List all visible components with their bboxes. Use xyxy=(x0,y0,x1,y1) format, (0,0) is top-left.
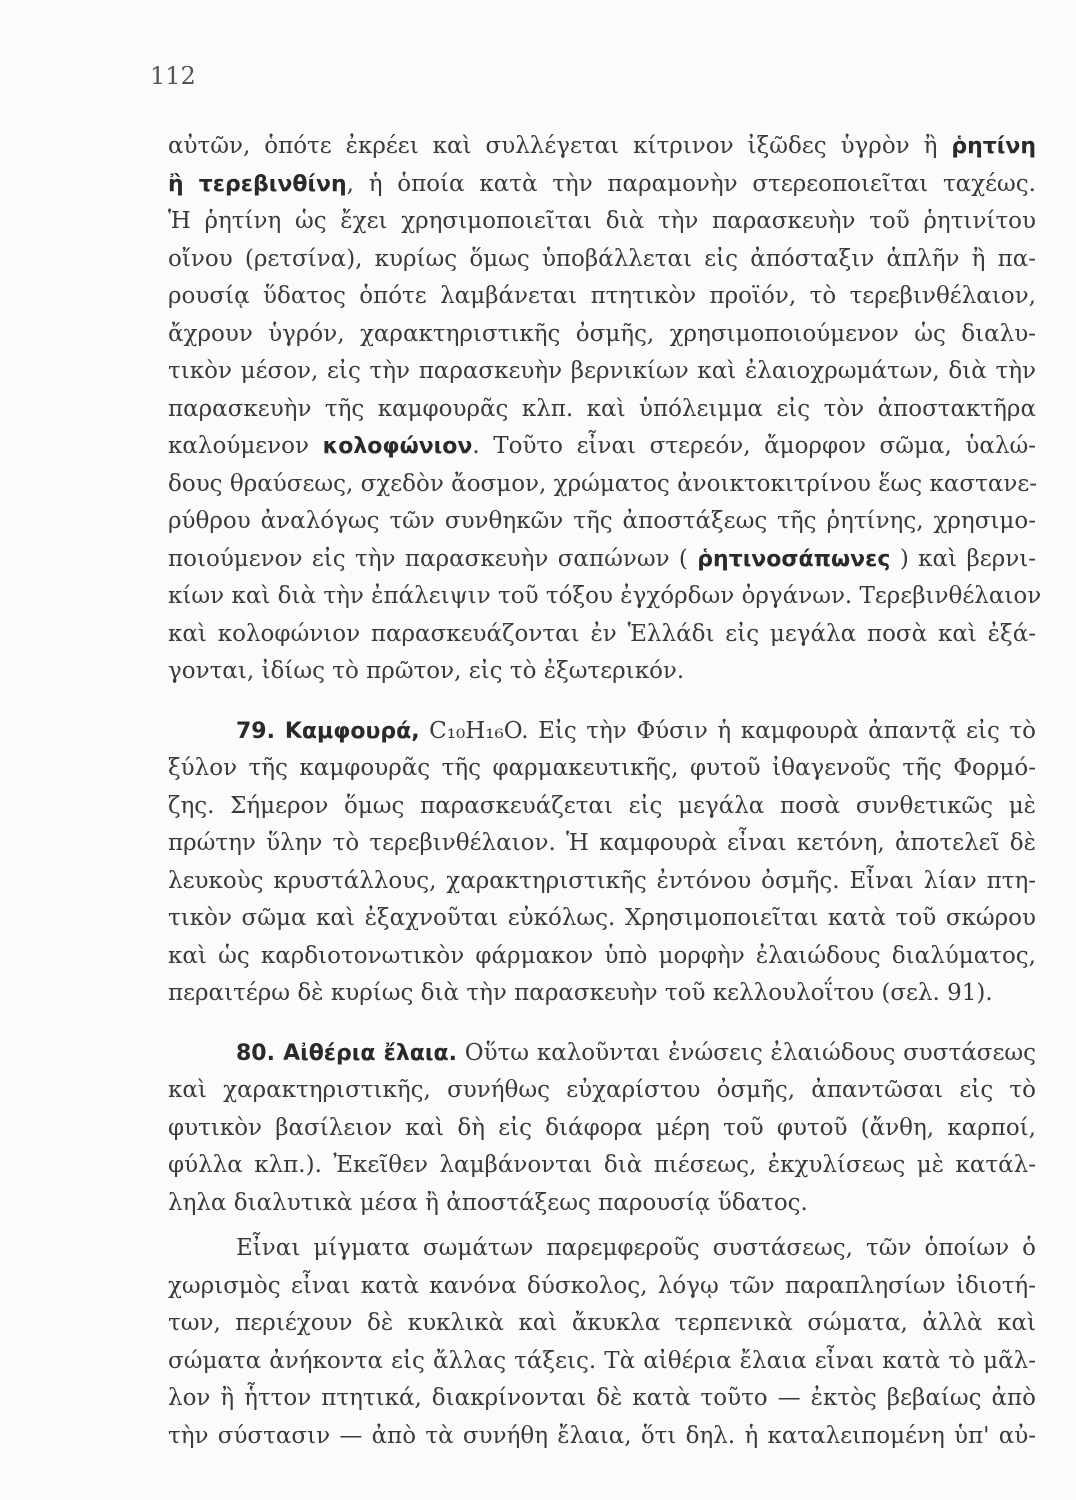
section-80-essential-oils xyxy=(168,1035,1036,1223)
text-line: καὶ χαρακτηριστικῆς, συνήθως εὐχαρίστου ὀσμῆς, ἀπαντῶσαι εἰς τὸ xyxy=(168,1077,1036,1103)
term-rhetine: ῥητίνη xyxy=(951,134,1036,159)
text-line: λον ἢ ἧττον πτητικά, διακρίνονται δὲ κατὰ τοῦτο — ἐκτὸς βεβαίως ἀπὸ xyxy=(168,1385,1036,1411)
text-line: Ἡ ῥητίνη ὡς ἔχει χρησιμοποιεῖται διὰ τὴν παρασκευὴν τοῦ ῥητινίτου xyxy=(168,208,1036,234)
text-line: ἢ τερεβινθίνη, ἡ ὁποία κατὰ τὴν παραμονὴν στερεοποιεῖται ταχέως. xyxy=(168,170,1036,197)
text-line: τὴν σύστασιν — ἀπὸ τὰ συνήθη ἔλαια, ὅτι δηλ. ἡ καταλειπομένη ὑπ' αὐ- xyxy=(168,1422,1036,1449)
text-line: ἄχρουν ὑγρόν, χαρακτηριστικῆς ὀσμῆς, χρησιμοποιούμενον ὡς διαλυ- xyxy=(168,320,1036,347)
paragraph-mixtures xyxy=(168,1230,1036,1455)
section-heading-line: 79. Καμφουρά, C₁₀H₁₆O. Εἰς τὴν Φύσιν ἡ καμφουρὰ ἀπαντᾷ εἰς τὸ xyxy=(236,717,1036,744)
text-line: αὐτῶν, ὁπότε ἐκρέει καὶ συλλέγεται κίτρινον ἰξῶδες ὑγρὸν ἢ ῥητίνη xyxy=(168,133,1036,159)
text-line: των, περιέχουν δὲ κυκλικὰ καὶ ἄκυκλα τερπενικὰ σώματα, ἀλλὰ καὶ xyxy=(168,1310,1036,1336)
text-line: ρύθρου ἀναλόγως τῶν συνθηκῶν τῆς ἀποστάξεως τῆς ῥητίνης, χρησιμο- xyxy=(168,508,1036,534)
text-line: καλούμενον κολοφώνιον. Τοῦτο εἶναι στερεόν, ἄμορφον σῶμα, ὑαλώ- xyxy=(168,433,1036,459)
text-line: παρασκευὴν τῆς καμφουρᾶς κλπ. καὶ ὑπόλειμμα εἰς τὸν ἀποστακτῆρα xyxy=(168,395,1036,422)
text-line: τικὸν μέσον, εἰς τὴν παρασκευὴν βερνικίων καὶ ἐλαιοχρωμάτων, διὰ τὴν xyxy=(168,358,1036,384)
text-line: ρουσίᾳ ὕδατος ὁπότε λαμβάνεται πτητικὸν προϊόν, τὸ τερεβινθέλαιον, xyxy=(168,283,1036,309)
text-line: καὶ κολοφώνιον παρασκευάζονται ἐν Ἑλλάδι εἰς μεγάλα ποσὰ καὶ ἐξά- xyxy=(168,620,1036,647)
text-line: χωρισμὸς εἶναι κατὰ κανόνα δύσκολος, λόγῳ τῶν παραπλησίων ἰδιοτή- xyxy=(168,1272,1036,1299)
text-line: τικὸν σῶμα καὶ ἐξαχνοῦται εὐκόλως. Χρησιμοποιεῖται κατὰ τοῦ σκώρου xyxy=(168,905,1036,931)
text-line: σώματα ἀνήκοντα εἰς ἄλλας τάξεις. Τὰ αἰθέρια ἔλαια εἶναι κατὰ τὸ μᾶλ- xyxy=(168,1347,1036,1374)
camphor-formula: C₁₀H₁₆O. xyxy=(429,717,529,744)
body-text xyxy=(168,128,1042,1455)
text-line: ξύλον τῆς καμφουρᾶς τῆς φαρμακευτικῆς, φυτοῦ ἰθαγενοῦς τῆς Φορμό- xyxy=(168,755,1036,781)
text-line: δους θραύσεως, σχεδὸν ἄοσμον, χρώματος ἀνοικτοκιτρίνου ἕως καστανε- xyxy=(168,470,1038,497)
text-line: λευκοὺς κρυστάλλους, χαρακτηριστικῆς ἐντόνου ὀσμῆς. Εἶναι λίαν πτη- xyxy=(168,867,1036,894)
term-kolofonion: κολοφώνιον xyxy=(322,434,473,459)
section-heading-line: 80. Αἰθέρια ἔλαια. Οὕτω καλοῦνται ἐνώσεις ἐλαιώδους συστάσεως xyxy=(236,1039,1036,1066)
text-line: Εἶναι μίγματα σωμάτων παρεμφεροῦς συστάσεως, τῶν ὁποίων ὁ xyxy=(236,1235,1036,1261)
term-terebinthine: ἢ τερεβινθίνη xyxy=(168,171,347,197)
text-line: περαιτέρω δὲ κυρίως διὰ τὴν παρασκευὴν τοῦ κελλουλοΐτου (σελ. 91). xyxy=(168,980,993,1006)
page-number: 112 xyxy=(150,62,196,90)
term-rhetinosapones: ῥητινοσάπωνες xyxy=(697,546,891,572)
text-line: κίων καὶ διὰ τὴν ἐπάλειψιν τοῦ τόξου ἐγχόρδων ὀργάνων. Τερεβινθέλαιον xyxy=(168,583,1042,609)
text-line: ποιούμενον εἰς τὴν παρασκευὴν σαπώνων ( ῥητινοσάπωνες ) καὶ βερνι- xyxy=(168,545,1036,572)
text-line: ζης. Σήμερον ὅμως παρασκευάζεται εἰς μεγάλα ποσὰ συνθετικῶς μὲ xyxy=(168,792,1036,819)
text-line: γονται, ἰδίως τὸ πρῶτον, εἰς τὸ ἐξωτερικόν. xyxy=(168,658,685,684)
text-line: πρώτην ὕλην τὸ τερεβινθέλαιον. Ἡ καμφουρὰ εἶναι κετόνη, ἀποτελεῖ δὲ xyxy=(168,830,1036,856)
section-79-camphor xyxy=(168,713,1036,1013)
paragraph-resin xyxy=(168,128,1042,691)
text-line: φύλλα κλπ.). Ἐκεῖθεν λαμβάνονται διὰ πιέσεως, ἐκχυλίσεως μὲ κατάλ- xyxy=(168,1152,1036,1178)
section-79-heading: 79. Καμφουρά, xyxy=(236,718,420,744)
text-line: ληλα διαλυτικὰ μέσα ἢ ἀποστάξεως παρουσίᾳ ὕδατος. xyxy=(168,1189,808,1216)
text-line: οἴνου (ρετσίνα), κυρίως ὅμως ὑποβάλλεται εἰς ἀπόσταξιν ἁπλῆν ἢ πα- xyxy=(168,245,1036,272)
section-80-heading: 80. Αἰθέρια ἔλαια. xyxy=(236,1040,457,1066)
text-line: καὶ ὡς καρδιοτονωτικὸν φάρμακον ὑπὸ μορφὴν ἐλαιώδους διαλύματος, xyxy=(168,942,1036,969)
text-line: φυτικὸν βασίλειον καὶ δὴ εἰς διάφορα μέρη τοῦ φυτοῦ (ἄνθη, καρποί, xyxy=(168,1114,1036,1141)
